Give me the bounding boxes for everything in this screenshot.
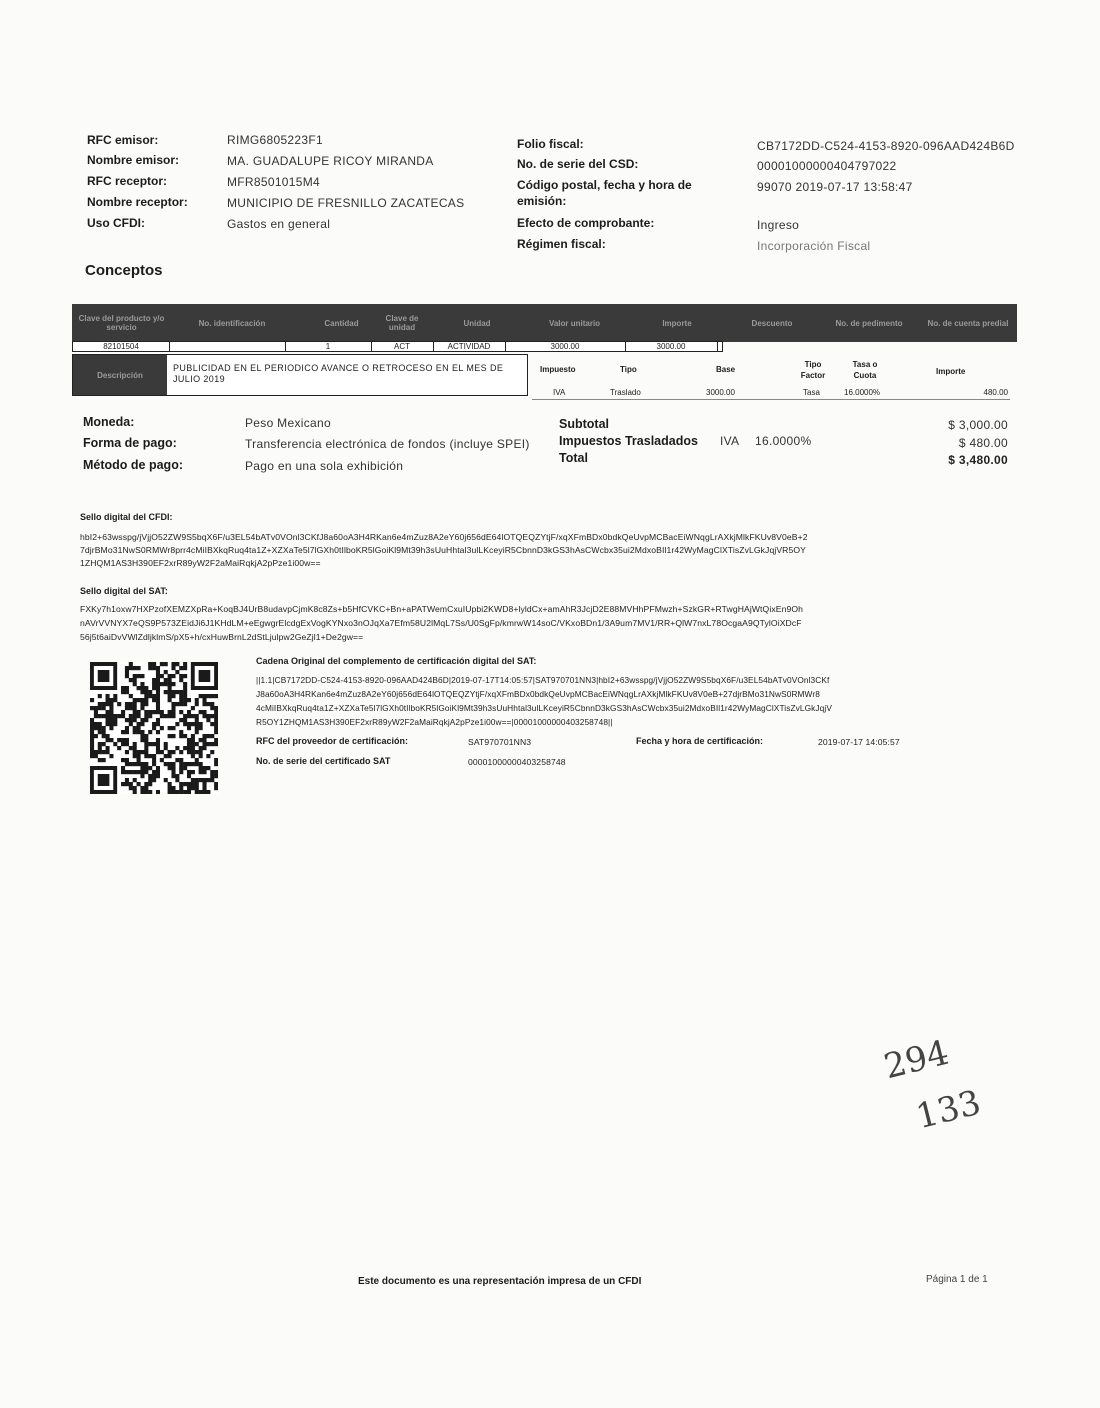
cadena-line-1: ||1.1|CB7172DD-C524-4153-8920-096AAD424B6D|2019-07-17T14:05:57|SAT970701NN3|hbI2+63wsspg/jVjjO52ZW9S5bqX6F/u3EL54bATv0VOnl3CKf bbox=[256, 675, 830, 685]
qr-code-graphic bbox=[90, 662, 218, 794]
serie-csd-value: 00001000000404797022 bbox=[757, 159, 897, 173]
descripcion-text: PUBLICIDAD EN EL PERIODICO AVANCE O RETROCESO EN EL MES DE JULIO 2019 bbox=[173, 363, 504, 384]
sello-cfdi-line-2: 7djrBMo31NwS0RMWr8prr4cMiIBXkqRuq4ta1Z+XZXaTe5l7lGXh0tIlboKR5lGoiKl9Mt39h3sUuHhtal3ulLKceyiR5CbnnD3kGS3hAsCWcbx35ui2MdxoBIl1r42WyMagClXTisZvLGkJqjVR5OY bbox=[80, 545, 806, 555]
tax-divider bbox=[532, 399, 1010, 400]
cp-fecha-label-2: emisión: bbox=[517, 194, 567, 208]
fecha-certificacion-label: Fecha y hora de certificación: bbox=[636, 736, 764, 746]
cell-unidad: ACTIVIDAD bbox=[433, 342, 506, 351]
col-no-pedimento: No. de pedimento bbox=[835, 318, 903, 328]
col-cuenta-predial: No. de cuenta predial bbox=[927, 318, 1009, 328]
uso-cfdi-label: Uso CFDI: bbox=[87, 216, 145, 230]
tax-tipo-factor-value: Tasa bbox=[803, 388, 820, 397]
efecto-label: Efecto de comprobante: bbox=[517, 216, 655, 230]
serie-csd-label: No. de serie del CSD: bbox=[517, 157, 639, 171]
impuestos-value: $ 480.00 bbox=[958, 436, 1008, 450]
col-importe: Importe bbox=[662, 318, 692, 328]
sello-sat-label: Sello digital del SAT: bbox=[80, 586, 168, 596]
tax-base-value: 3000.00 bbox=[706, 388, 735, 397]
tax-tipo-value: Traslado bbox=[610, 388, 641, 397]
metodo-pago-label: Método de pago: bbox=[83, 458, 183, 472]
conceptos-table-header bbox=[72, 304, 1017, 342]
efecto-value: Ingreso bbox=[757, 218, 800, 232]
col-clave-unidad: Clave de unidad bbox=[385, 314, 419, 332]
total-label: Total bbox=[559, 451, 588, 465]
cadena-line-3: 4cMiIBXkqRuq4ta1Z+XZXaTe5l7lGXh0tIlboKR5lGoiKl9Mt39h3sUuHhtal3ulLKceyiR5CbnnD3kGS3hAsCWcbx35ui2MdxoBIl1r42WyMagClXTisZvLGkJqjV bbox=[256, 703, 832, 713]
subtotal-label: Subtotal bbox=[559, 417, 609, 431]
cell-clave: 82101504 bbox=[73, 342, 170, 351]
uso-cfdi-value: Gastos en general bbox=[227, 217, 331, 231]
tax-tasa-cuota-header: Tasa o Cuota bbox=[852, 360, 878, 380]
footer-note: Este documento es una representación impresa de un CFDI bbox=[358, 1276, 642, 1287]
rfc-receptor-value: MFR8501015M4 bbox=[227, 175, 320, 189]
cell-descuento bbox=[717, 342, 722, 351]
tax-impuesto-value: IVA bbox=[553, 388, 566, 397]
sello-cfdi-label: Sello digital del CFDI: bbox=[80, 512, 173, 522]
col-clave-producto: Clave del producto y/o servicio bbox=[78, 314, 165, 332]
regimen-value: Incorporación Fiscal bbox=[757, 239, 871, 253]
rfc-receptor-label: RFC receptor: bbox=[87, 174, 168, 188]
page-indicator: Página 1 de 1 bbox=[926, 1274, 988, 1285]
moneda-label: Moneda: bbox=[83, 415, 135, 429]
nombre-emisor-value: MA. GUADALUPE RICOY MIRANDA bbox=[227, 154, 434, 168]
sello-sat-line-2: nAVrVVNYX7eQS9P573ZEidJi6J1KHdLM+eEgwgrElcdgExVogKYNxo3nOJqXa7Efm58U2lMqL7Ss/U0SgFp/kmrwW14soC/VKxoBDn1/3A9um7MV1/RR+QlW7nxL78OcgaA9QTylOiXDcF bbox=[80, 618, 802, 628]
nombre-receptor-label: Nombre receptor: bbox=[87, 195, 188, 209]
tax-impuesto-header: Impuesto bbox=[540, 365, 576, 374]
rfc-proveedor-label: RFC del proveedor de certificación: bbox=[256, 736, 409, 746]
cell-importe: 3000.00 bbox=[625, 342, 718, 351]
tax-tipo-factor-header: Tipo Factor bbox=[800, 360, 826, 380]
cell-no-identificacion bbox=[169, 342, 286, 351]
sello-cfdi-line-3: 1ZHQM1AS3H390EF2xrR89yW2F2aMaiRqkjA2pPze1i00w== bbox=[80, 558, 321, 568]
cp-fecha-label-1: Código postal, fecha y hora de bbox=[517, 178, 692, 192]
cell-clave-unidad: ACT bbox=[371, 342, 434, 351]
folio-fiscal-label: Folio fiscal: bbox=[517, 137, 584, 151]
tax-tasa-cuota-value: 16.0000% bbox=[844, 388, 881, 397]
regimen-label: Régimen fiscal: bbox=[517, 237, 606, 251]
col-unidad: Unidad bbox=[463, 318, 491, 328]
col-no-identificacion: No. identificación bbox=[198, 318, 266, 328]
impuestos-tipo: IVA bbox=[720, 434, 740, 448]
tax-importe-header: Importe bbox=[936, 367, 966, 376]
fecha-certificacion-value: 2019-07-17 14:05:57 bbox=[818, 737, 900, 747]
qr-code bbox=[90, 662, 218, 794]
conceptos-title: Conceptos bbox=[85, 262, 163, 279]
cadena-line-4: R5OY1ZHQM1AS3H390EF2xrR89yW2F2aMaiRqkjA2pPze1i00w==|00001000000403258748|| bbox=[256, 717, 613, 727]
col-descuento: Descuento bbox=[751, 318, 793, 328]
metodo-pago-value: Pago en una sola exhibición bbox=[245, 459, 404, 473]
cp-fecha-value: 99070 2019-07-17 13:58:47 bbox=[757, 180, 913, 194]
rfc-emisor-value: RIMG6805223F1 bbox=[227, 133, 323, 147]
col-valor-unitario: Valor unitario bbox=[548, 318, 601, 328]
nombre-receptor-value: MUNICIPIO DE FRESNILLO ZACATECAS bbox=[227, 196, 465, 210]
moneda-value: Peso Mexicano bbox=[245, 416, 331, 430]
handwritten-number-2: 133 bbox=[912, 1082, 985, 1138]
tax-tipo-header: Tipo bbox=[620, 365, 637, 374]
forma-pago-value: Transferencia electrónica de fondos (incluye SPEI) bbox=[245, 437, 530, 451]
folio-fiscal-value: CB7172DD-C524-4153-8920-096AAD424B6D bbox=[757, 139, 1015, 153]
impuestos-label: Impuestos Trasladados bbox=[559, 434, 698, 448]
cadena-original-label: Cadena Original del complemento de certificación digital del SAT: bbox=[256, 656, 537, 666]
handwritten-number-1: 294 bbox=[880, 1032, 953, 1088]
serie-certificado-sat-label: No. de serie del certificado SAT bbox=[256, 756, 391, 766]
rfc-proveedor-value: SAT970701NN3 bbox=[468, 737, 532, 747]
impuestos-tasa: 16.0000% bbox=[755, 434, 812, 448]
sello-sat-line-1: FXKy7h1oxw7HXPzofXEMZXpRa+KoqBJ4UrB8udavpCjmK8c8Zs+b5HfCVKC+Bn+aPATWemCxuIUpbi2KWD8+lyldCx+amAhR3JcjD2E88MVHhPFMwzh+SzkGR+RTwgHAjWtQixEn9Oh bbox=[80, 604, 803, 614]
descripcion-label: Descripción bbox=[73, 355, 167, 395]
subtotal-value: $ 3,000.00 bbox=[948, 418, 1008, 432]
descripcion-box bbox=[72, 354, 528, 396]
tax-importe-value: 480.00 bbox=[983, 388, 1008, 397]
forma-pago-label: Forma de pago: bbox=[83, 436, 177, 450]
col-cantidad: Cantidad bbox=[324, 318, 359, 328]
concepto-row bbox=[72, 341, 723, 352]
sello-cfdi-line-1: hbI2+63wsspg/jVjjO52ZW9S5bqX6F/u3EL54bATv0VOnl3CKfJ8a60oA3H4RKan6e4mZuz8A2eY60j656dE64lOTQEQZYtjF/xqXFmBDx0bdkQeUvpMCBacEiWNqgLrAXkjMlkFKUv8V0eB+2 bbox=[80, 532, 808, 542]
nombre-emisor-label: Nombre emisor: bbox=[87, 153, 180, 167]
tax-base-header: Base bbox=[716, 365, 736, 374]
total-value: $ 3,480.00 bbox=[948, 453, 1008, 467]
cell-cantidad: 1 bbox=[285, 342, 372, 351]
serie-certificado-sat-value: 00001000000403258748 bbox=[468, 757, 566, 767]
cadena-line-2: J8a60oA3H4RKan6e4mZuz8A2eY60j656dE64lOTQEQZYtjF/xqXFmBDx0bdkQeUvpMCBacEiWNqgLrAXkjMlkFKUv8V0eB+27djrBMo31NwS0RMWr8 bbox=[256, 689, 820, 699]
rfc-emisor-label: RFC emisor: bbox=[87, 133, 159, 147]
cell-valor-unitario: 3000.00 bbox=[505, 342, 626, 351]
sello-sat-line-3: 56j5t6aiDvVWlZdljklmS/pX5+h/cxHuwBrnL2dStLjulpw2GeZjl1+De2gw== bbox=[80, 632, 364, 642]
